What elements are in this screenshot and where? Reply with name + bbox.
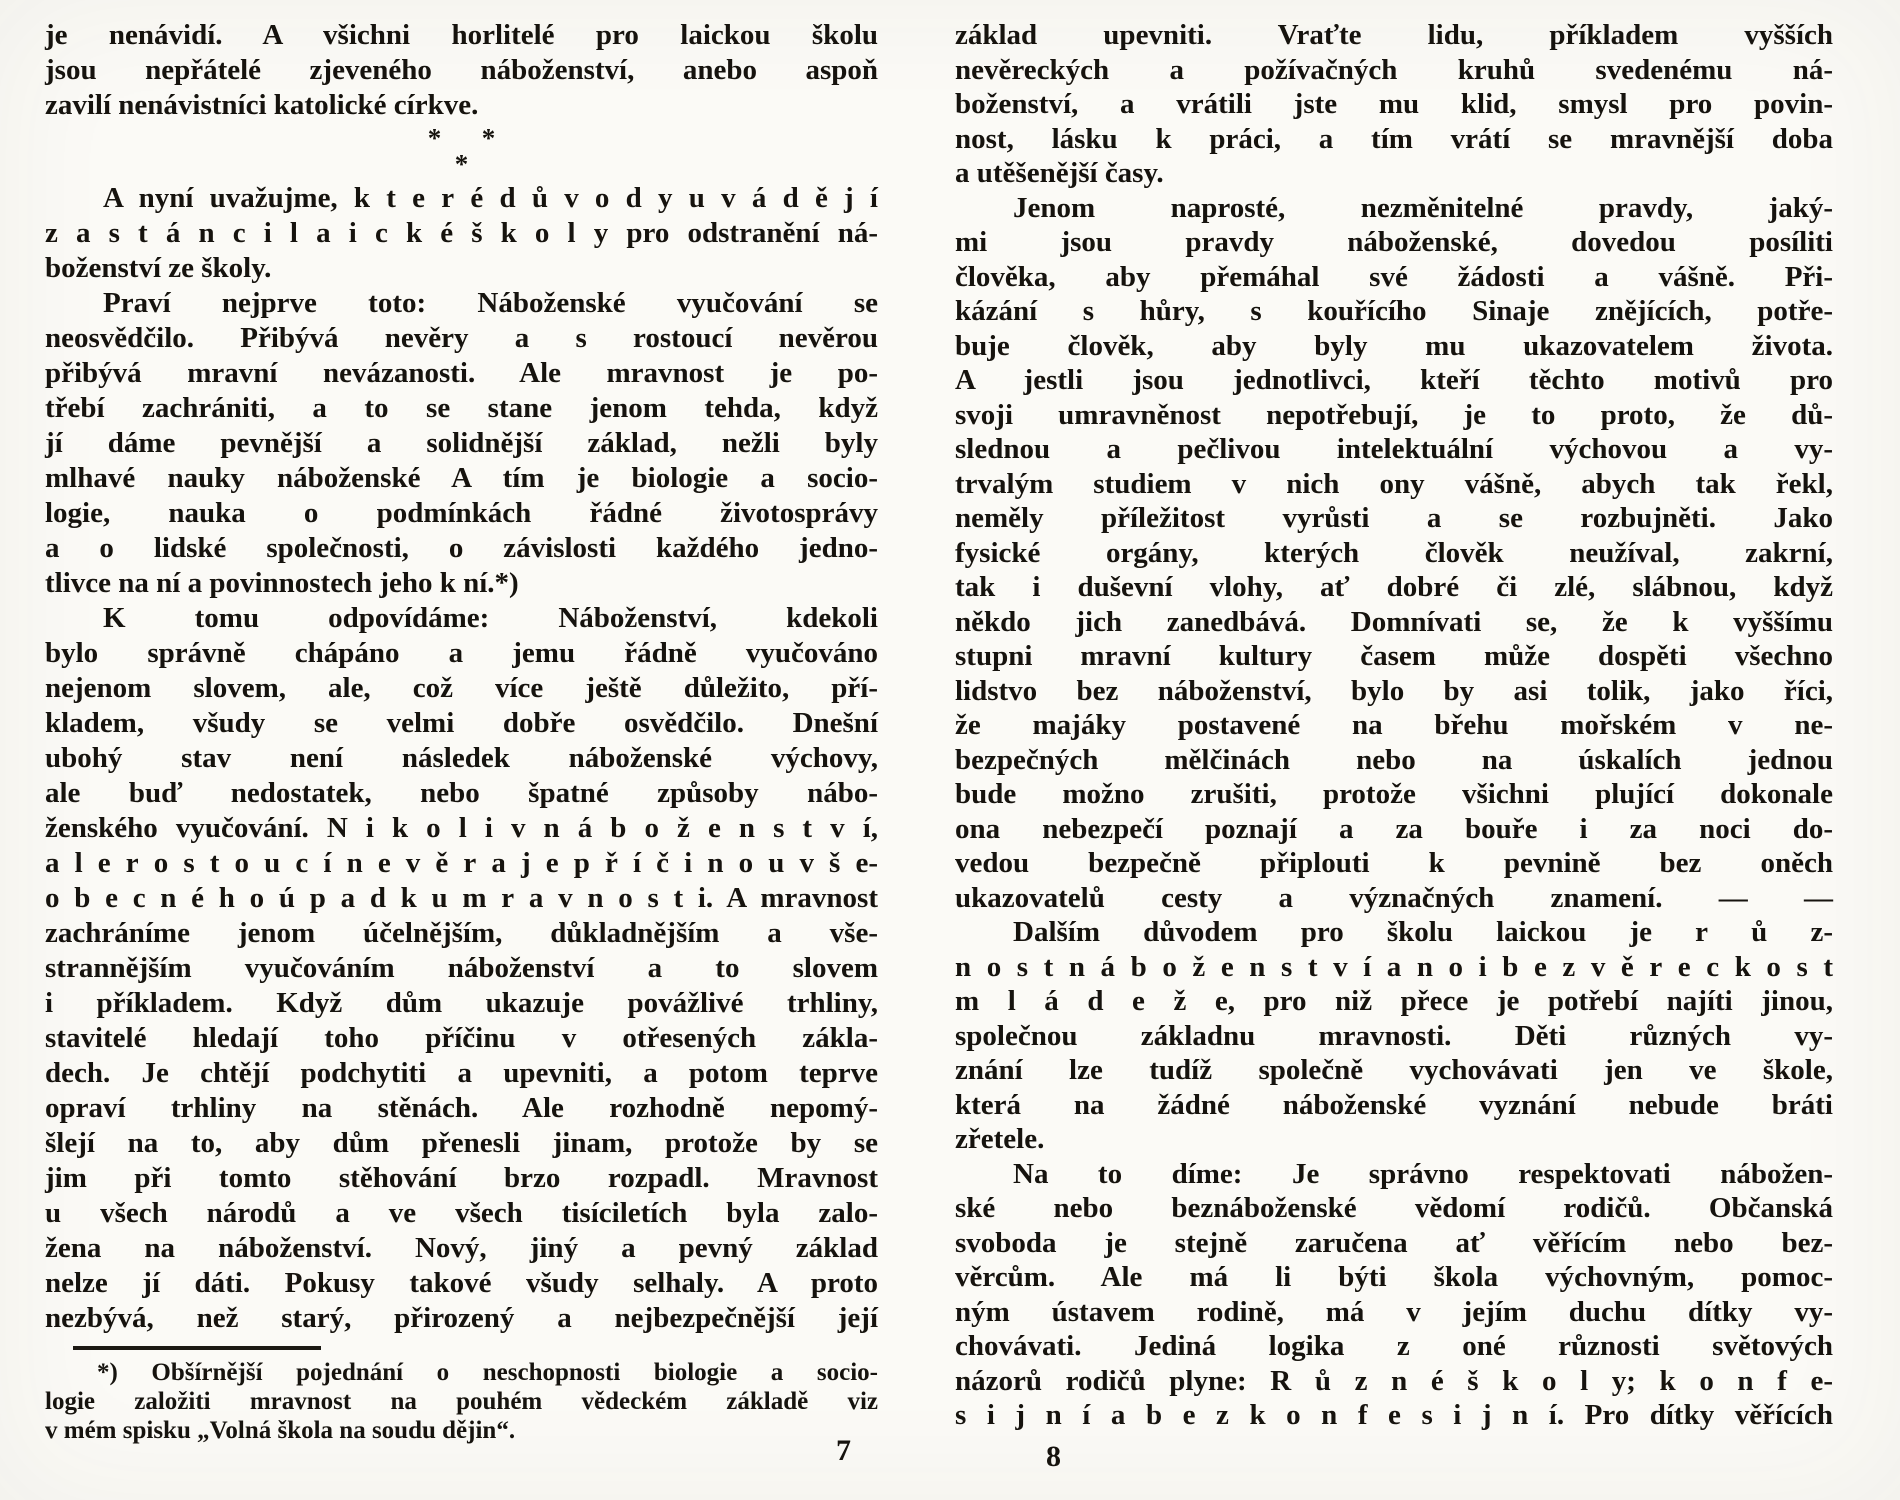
paragraph xyxy=(45,181,878,286)
text-line: ženského vyučování. N i k o l i v n á b o ž e n s t v í, xyxy=(45,812,878,844)
paragraph xyxy=(45,601,878,1336)
text-line: K tomu odpovídáme: Náboženství, kdekoli xyxy=(103,602,878,634)
text-line: ným ústavem rodině, má v jejím duchu dítky vy- xyxy=(955,1295,1833,1328)
text-line: chovávati. Jediná logika z oné různosti světových xyxy=(955,1330,1833,1362)
text-line: A jestli jsou jednotlivci, kteří těchto motivů pro xyxy=(955,364,1833,396)
text-line: nezbývá, než starý, přirozený a nejbezpečnější její xyxy=(45,1302,878,1334)
text-line: Dalším důvodem pro školu laickou je r ů z- xyxy=(1013,916,1833,948)
text-line: jsou nepřátelé zjeveného náboženství, anebo aspoň xyxy=(45,54,878,86)
paragraph xyxy=(955,191,1833,916)
text-line: stavitelé hledají toho příčinu v otřesených zákla- xyxy=(45,1022,878,1054)
text-line: bude možno zrušiti, protože všichni plující dokonale xyxy=(955,778,1833,810)
text-line: dech. Je chtějí podchytiti a upevniti, a potom teprve xyxy=(45,1057,878,1089)
text-line: je nenávidí. A všichni horlitelé pro laickou školu xyxy=(45,19,878,51)
text-line: svoji umravněnost nepotřebují, je to proto, že dů- xyxy=(955,398,1833,431)
text-line: která na žádné náboženské vyznání nebude bráti xyxy=(955,1088,1833,1121)
footnote-line: v mém spisku „Volná škola na soudu dějin“. xyxy=(45,1417,516,1444)
text-line: a o lidské společnosti, o závislosti každého jedno- xyxy=(45,532,878,564)
footnote-line: logie založiti mravnost na pouhém vědeckém základě viz xyxy=(45,1388,878,1415)
text-line: o b e c n é h o ú p a d k u m r a v n o s t i. A mravnost xyxy=(45,882,878,914)
paragraph xyxy=(45,286,878,601)
text-line: mi jsou pravdy náboženské, dovedou posíliti xyxy=(955,226,1833,258)
text-line: třebí zachrániti, a to se stane jenom tehda, když xyxy=(45,392,878,424)
text-line: lidstvo bez náboženství, bylo by asi tolik, jako říci, xyxy=(955,674,1833,707)
text-line: svoboda je stejně zaručena ať věřícím nebo bez- xyxy=(955,1226,1833,1259)
text-line: bylo správně chápáno a jemu řádně vyučováno xyxy=(45,637,878,669)
text-line: nejenom slovem, ale, což více ještě důležito, pří- xyxy=(45,672,878,704)
text-line: jí dáme pevnější a solidnější základ, nežli byly xyxy=(45,427,878,459)
text-line: z a s t á n c i l a i c k é š k o l y pro odstranění ná- xyxy=(45,217,878,249)
text-line: zřetele. xyxy=(955,1123,1045,1155)
text-line: a l e r o s t o u c í n e v ě r a j e p ř í č i n o u v š e- xyxy=(45,847,878,879)
section-break-stars xyxy=(45,123,878,181)
text-line: s i j n í a b e z k o n f e s i j n í. Pro dítky věřících xyxy=(955,1399,1833,1431)
text-line: ubohý stav není následek náboženské výchovy, xyxy=(45,742,878,774)
page-7-text xyxy=(45,18,878,1336)
text-line: jim při tomto stěhování brzo rozpadl. Mravnost xyxy=(45,1162,878,1194)
text-line: ona nebezpečí poznají a za bouře i za noci do- xyxy=(955,812,1833,845)
text-line: neměly příležitost vyrůsti a se rozbujněti. Jako xyxy=(955,502,1833,534)
text-line: fysické orgány, kterých člověk neužíval, zakrní, xyxy=(955,536,1833,569)
text-line: nelze jí dáti. Pokusy takové všudy selhaly. A proto xyxy=(45,1267,878,1299)
text-line: ale buď nedostatek, nebo špatné způsoby nábo- xyxy=(45,777,878,809)
footnote-rule xyxy=(73,1346,321,1350)
text-line: m l á d e ž e, pro niž přece je potřebí najíti jinou, xyxy=(955,985,1833,1017)
text-line: přibývá mravní nevázanosti. Ale mravnost je po- xyxy=(45,357,878,389)
footnote xyxy=(45,1346,878,1445)
text-line: ukazovatelů cesty a význačných znamení. — — xyxy=(955,881,1833,914)
text-line: neosvědčilo. Přibývá nevěry a s rostoucí nevěrou xyxy=(45,322,878,354)
page-number-right: 8 xyxy=(1046,1440,1061,1473)
text-line: vedou bezpečně připlouti k pevnině bez oněch xyxy=(955,847,1833,879)
text-line: že majáky postavené na břehu mořském v ne- xyxy=(955,709,1833,741)
page-7-column xyxy=(45,18,878,1445)
text-line: slednou a pečlivou intelektuální výchovou a vy- xyxy=(955,433,1833,465)
text-line: Praví nejprve toto: Náboženské vyučování se xyxy=(103,287,878,319)
text-line: ské nebo beznáboženské vědomí rodičů. Občanská xyxy=(955,1192,1833,1224)
text-line: opraví trhliny na stěnách. Ale rozhodně nepomý- xyxy=(45,1092,878,1124)
text-line: věrcům. Ale má li býti škola výchovným, pomoc- xyxy=(955,1261,1833,1293)
text-line: n o s t n á b o ž e n s t v í a n o i b e z v ě r e c k o s t xyxy=(955,950,1833,983)
paragraph xyxy=(955,1157,1833,1433)
text-line: u všech národů a ve všech tisíciletích byla zalo- xyxy=(45,1197,878,1229)
page-8-column xyxy=(955,18,1833,1433)
text-line: buje člověk, aby byly mu ukazovatelem života. xyxy=(955,329,1833,362)
text-line: zavilí nenávistníci katolické církve. xyxy=(45,89,479,121)
text-line: společnou základnu mravnosti. Děti různých vy- xyxy=(955,1019,1833,1052)
text-line: A nyní uvažujme, k t e r é d ů v o d y u v á d ě j í xyxy=(103,182,878,214)
text-line: základ upevniti. Vraťte lidu, příkladem vyšších xyxy=(955,19,1833,51)
paragraph xyxy=(955,18,1833,191)
paragraph xyxy=(45,18,878,123)
text-line: někdo jich zanedbává. Domnívati se, že k vyššímu xyxy=(955,605,1833,638)
text-line: kladem, všudy se velmi dobře osvědčilo. Dnešní xyxy=(45,707,878,739)
text-line: trvalým studiem v nich ony vášně, abych tak řekl, xyxy=(955,467,1833,500)
text-line: nevěreckých a požívačných kruhů svedenému ná- xyxy=(955,53,1833,86)
text-line: stupni mravní kultury časem může dospěti všechno xyxy=(955,640,1833,672)
text-line: zachráníme jenom účelnějším, důkladnějším a vše- xyxy=(45,917,878,949)
text-line: šlejí na to, aby dům přenesli jinam, protože by se xyxy=(45,1127,878,1159)
text-line: Jenom naprosté, nezměnitelné pravdy, jaký- xyxy=(1013,191,1833,224)
star-row: * xyxy=(454,149,469,179)
text-line: nost, lásku k práci, a tím vrátí se mravnější doba xyxy=(955,122,1833,155)
text-line: názorů rodičů plyne: R ů z n é š k o l y; k o n f e- xyxy=(955,1364,1833,1397)
text-line: a utěšenější časy. xyxy=(955,157,1164,189)
page-number-left: 7 xyxy=(836,1434,851,1467)
footnote-lines xyxy=(45,1358,878,1445)
text-line: znání lze tudíž společně vychovávati jen ve škole, xyxy=(955,1054,1833,1086)
page-8-text xyxy=(955,18,1833,1433)
text-line: kázání s hůry, s kouřícího Sinaje znějících, potře- xyxy=(955,295,1833,327)
text-line: Na to díme: Je správno respektovati nábožen- xyxy=(1013,1157,1833,1190)
text-line: boženství ze školy. xyxy=(45,252,272,284)
footnote-line: *) Obšírnější pojednání o neschopnosti biologie a socio- xyxy=(97,1359,878,1386)
star-row: * * xyxy=(427,123,496,153)
text-line: logie, nauka o podmínkách řádné životosprávy xyxy=(45,497,878,529)
text-line: bezpečných mělčinách nebo na úskalích jednou xyxy=(955,743,1833,776)
text-line: tak i duševní vlohy, ať dobré či zlé, slábnou, když xyxy=(955,571,1833,603)
text-line: strannějším vyučováním náboženství a to slovem xyxy=(45,952,878,984)
text-line: člověka, aby přemáhal své žádosti a vášně. Při- xyxy=(955,260,1833,293)
text-line: boženství, a vrátili jste mu klid, smysl pro povin- xyxy=(955,88,1833,120)
text-line: i příkladem. Když dům ukazuje povážlivé trhliny, xyxy=(45,987,878,1019)
paragraph xyxy=(955,915,1833,1157)
text-line: žena na náboženství. Nový, jiný a pevný základ xyxy=(45,1232,878,1264)
text-line: tlivce na ní a povinnostech jeho k ní.*) xyxy=(45,567,519,599)
text-line: mlhavé nauky náboženské A tím je biologie a socio- xyxy=(45,462,878,494)
